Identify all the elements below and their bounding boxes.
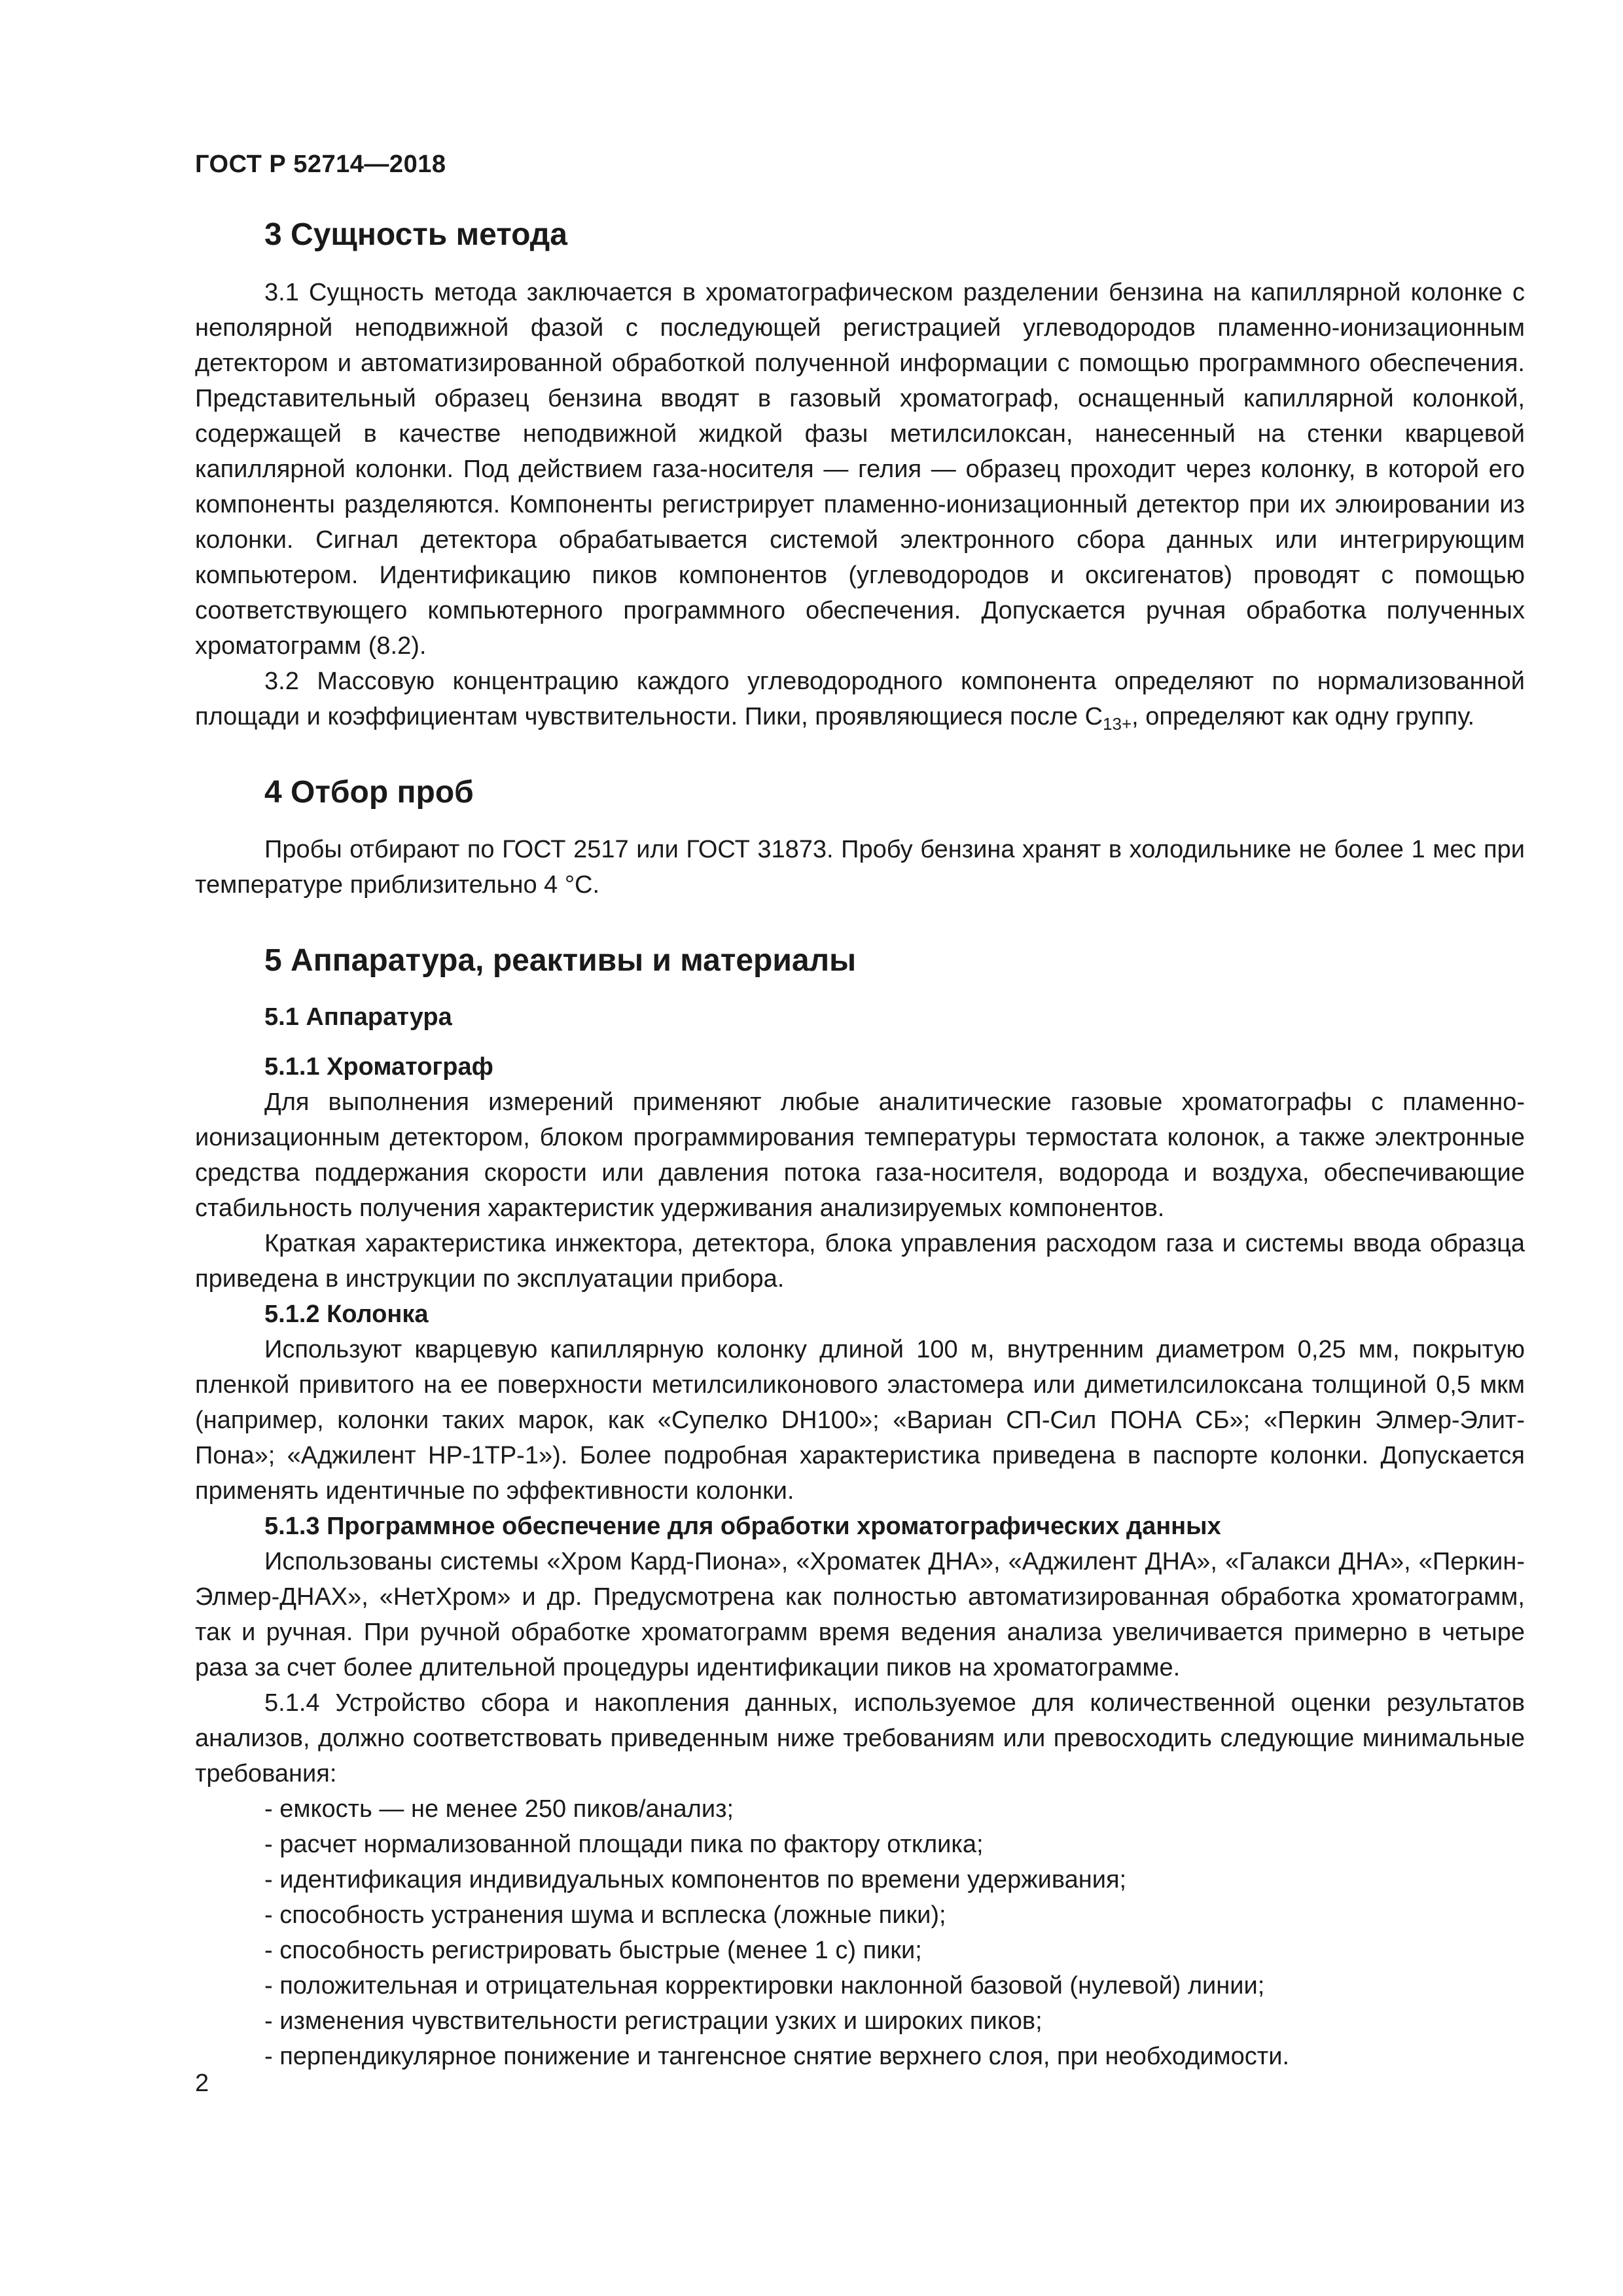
- paragraph-3-2-text: 3.2 Массовую концентрацию каждого углеводородного компонента определяют по нормализованной площади и коэффициентам чувствительности. Пики, проявляющиеся после C: [195, 667, 1525, 730]
- page-number: 2: [195, 2070, 209, 2097]
- requirements-list: [195, 1791, 1525, 2074]
- list-item: - изменения чувствительности регистрации узких и широких пиков;: [264, 2007, 1043, 2035]
- section-5-1-1-title: 5.1.1 Хроматограф: [264, 1052, 493, 1081]
- section-5-title: 5 Аппаратура, реактивы и материалы: [264, 943, 857, 978]
- subscript-c13: 13+: [1103, 713, 1132, 734]
- paragraph-3-1: 3.1 Сущность метода заключается в хроматографическом разделении бензина на капиллярной колонке с неполярной неподвижной фазой с последующей регистрацией углеводородов пламенно-ионизационным детектором и автоматизированной обработкой полученной информации с помощью программного обеспечения. Представительный образец бензина вводят в газовый хроматограф, оснащенный капиллярной колонкой, содержащей в качестве неподвижной жидкой фазы метилсилоксан, нанесенный на стенки кварцевой капиллярной колонки. Под действием газа-носителя — гелия — образец проходит через колонку, в которой его компоненты разделяются. Компоненты регистрирует пламенно-ионизационный детектор при их элюировании из колонки. Сигнал детектора обрабатывается системой электронного сбора данных или интегрирующим компьютером. Идентификацию пиков компонентов (углеводородов и оксигенатов) проводят с помощью соответствующего компьютерного программного обеспечения. Допускается ручная обработка полученных хроматограмм (8.2).: [195, 278, 1525, 660]
- paragraph-3-2-tail: , определяют как одну группу.: [1132, 702, 1475, 730]
- paragraph-5-1-2: Используют кварцевую капиллярную колонку длиной 100 м, внутренним диаметром 0,25 мм, покрытую пленкой привитого на ее поверхности метилсиликонового эластомера или диметилсилоксана толщиной 0,5 мкм (например, колонки таких марок, как «Супелко DH100»; «Вариан СП-Сил ПОНА СБ»; «Перкин Элмер-Элит-Пона»; «Аджилент НР-1ТР-1»). Более подробная характеристика приведена в паспорте колонки. Допускается применять идентичные по эффективности колонки.: [195, 1335, 1525, 1505]
- list-item: - перпендикулярное понижение и тангенсное снятие верхнего слоя, при необходимости.: [264, 2042, 1289, 2070]
- paragraph-5-1-1-a: Для выполнения измерений применяют любые аналитические газовые хроматографы с пламенно-ионизационным детектором, блоком программирования температуры термостата колонок, а также электронные средства поддержания скорости или давления потока газа-носителя, водорода и воздуха, обеспечивающие стабильность получения характеристик удерживания анализируемых компонентов.: [195, 1088, 1525, 1222]
- section-4-title: 4 Отбор проб: [264, 774, 474, 810]
- list-item: - емкость — не менее 250 пиков/анализ;: [264, 1795, 734, 1823]
- list-item: - способность регистрировать быстрые (менее 1 с) пики;: [264, 1936, 922, 1964]
- section-3-title: 3 Сущность метода: [264, 217, 567, 252]
- list-item: - расчет нормализованной площади пика по фактору отклика;: [264, 1830, 984, 1858]
- document-code-header: ГОСТ Р 52714—2018: [195, 151, 446, 178]
- section-5-1-3-title: 5.1.3 Программное обеспечение для обработки хроматографических данных: [264, 1512, 1221, 1540]
- section-5-1-2-title: 5.1.2 Колонка: [264, 1300, 429, 1328]
- list-item: - положительная и отрицательная корректировки наклонной базовой (нулевой) линии;: [264, 1971, 1265, 2000]
- paragraph-5-1-4: 5.1.4 Устройство сбора и накопления данных, используемое для количественной оценки результатов анализов, должно соответствовать приведенным ниже требованиям или превосходить следующие минимальные требования:: [195, 1689, 1525, 1787]
- document-page: [195, 0, 1525, 2296]
- paragraph-4: Пробы отбирают по ГОСТ 2517 или ГОСТ 31873. Пробу бензина хранят в холодильнике не более 1 мес при температуре приблизительно 4 °С.: [195, 836, 1525, 899]
- list-item: - идентификация индивидуальных компонентов по времени удерживания;: [264, 1865, 1127, 1893]
- paragraph-5-1-3: Использованы системы «Хром Кард-Пиона», «Хроматек ДНА», «Аджилент ДНА», «Галакси ДНА», «Перкин-Элмер-ДНАХ», «НетХром» и др. Предусмотрена как полностью автоматизированная обработка хроматограмм, так и ручная. При ручной обработке хроматограмм время ведения анализа увеличивается примерно в четыре раза за счет более длительной процедуры идентификации пиков на хроматограмме.: [195, 1547, 1525, 1681]
- list-item: - способность устранения шума и всплеска (ложные пики);: [264, 1901, 946, 1929]
- document-body: [195, 216, 1525, 2074]
- paragraph-3-2: [195, 664, 1525, 734]
- paragraph-5-1-1-b: Краткая характеристика инжектора, детектора, блока управления расходом газа и системы ввода образца приведена в инструкции по эксплуатации прибора.: [195, 1229, 1525, 1293]
- section-5-1-title: 5.1 Аппаратура: [264, 1003, 452, 1031]
